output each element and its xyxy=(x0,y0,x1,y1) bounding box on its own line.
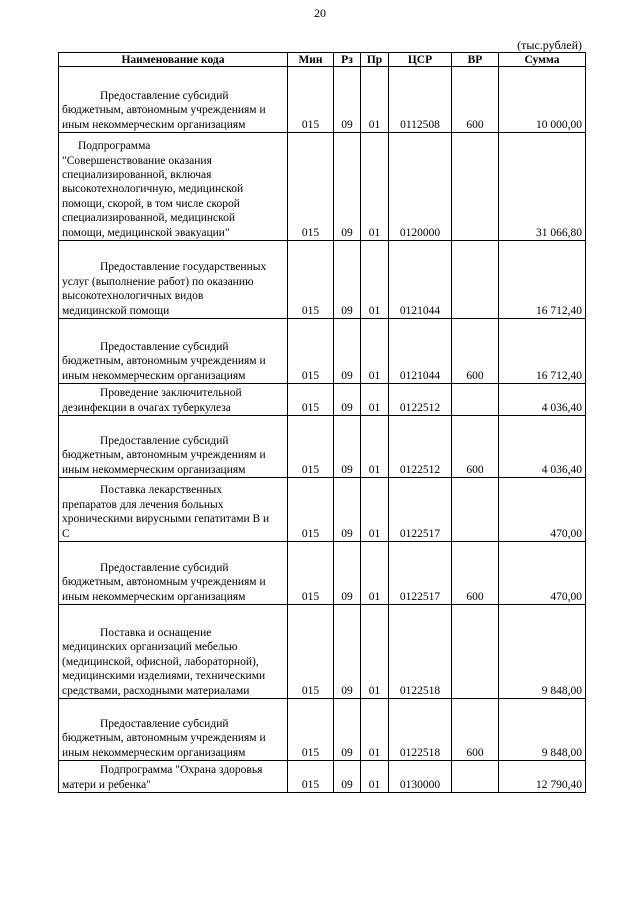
row-sum: 12 790,40 xyxy=(499,761,586,793)
row-rz: 09 xyxy=(334,761,361,793)
row-min: 015 xyxy=(288,319,334,384)
header-sum: Сумма xyxy=(499,53,586,67)
row-csr: 0122518 xyxy=(389,605,452,699)
row-vr: 600 xyxy=(452,699,499,761)
row-name: Предоставление субсидий бюджетным, автономным учреждениям и иным некоммерческим организациям xyxy=(59,542,288,605)
row-rz: 09 xyxy=(334,384,361,416)
row-sum: 470,00 xyxy=(499,478,586,542)
row-sum: 9 848,00 xyxy=(499,699,586,761)
table-row xyxy=(59,605,586,699)
row-name: Предоставление субсидий бюджетным, автономным учреждениям и иным некоммерческим организациям xyxy=(59,67,288,133)
row-min: 015 xyxy=(288,384,334,416)
table-row xyxy=(59,478,586,542)
budget-table xyxy=(58,52,586,793)
row-pr: 01 xyxy=(361,478,389,542)
row-vr xyxy=(452,605,499,699)
header-vr: ВР xyxy=(452,53,499,67)
table-row xyxy=(59,384,586,416)
row-pr: 01 xyxy=(361,605,389,699)
row-min: 015 xyxy=(288,761,334,793)
row-min: 015 xyxy=(288,416,334,478)
row-csr: 0130000 xyxy=(389,761,452,793)
row-rz: 09 xyxy=(334,67,361,133)
row-sum: 470,00 xyxy=(499,542,586,605)
row-name: Предоставление субсидий бюджетным, автономным учреждениям и иным некоммерческим организациям xyxy=(59,699,288,761)
row-sum: 4 036,40 xyxy=(499,416,586,478)
row-vr xyxy=(452,384,499,416)
row-name: Предоставление государственных услуг (выполнение работ) по оказанию высокотехнологичных видов медицинской помощи xyxy=(59,241,288,319)
row-min: 015 xyxy=(288,699,334,761)
row-rz: 09 xyxy=(334,416,361,478)
table-row xyxy=(59,416,586,478)
row-sum: 31 066,80 xyxy=(499,133,586,241)
row-csr: 0122517 xyxy=(389,542,452,605)
row-sum: 4 036,40 xyxy=(499,384,586,416)
table-row xyxy=(59,699,586,761)
row-name: Предоставление субсидий бюджетным, автономным учреждениям и иным некоммерческим организациям xyxy=(59,319,288,384)
row-csr: 0122512 xyxy=(389,416,452,478)
row-pr: 01 xyxy=(361,67,389,133)
header-csr: ЦСР xyxy=(389,53,452,67)
row-pr: 01 xyxy=(361,761,389,793)
row-rz: 09 xyxy=(334,241,361,319)
row-name: Проведение заключительной дезинфекции в очагах туберкулеза xyxy=(59,384,288,416)
row-pr: 01 xyxy=(361,319,389,384)
row-vr xyxy=(452,761,499,793)
row-vr: 600 xyxy=(452,319,499,384)
header-name: Наименование кода xyxy=(59,53,288,67)
header-min: Мин xyxy=(288,53,334,67)
row-name: Поставка лекарственных препаратов для лечения больных хроническими вирусными гепатитами В и С xyxy=(59,478,288,542)
row-min: 015 xyxy=(288,605,334,699)
row-pr: 01 xyxy=(361,241,389,319)
header-pr: Пр xyxy=(361,53,389,67)
table-row xyxy=(59,67,586,133)
row-pr: 01 xyxy=(361,133,389,241)
row-vr xyxy=(452,478,499,542)
header-rz: Рз xyxy=(334,53,361,67)
row-min: 015 xyxy=(288,542,334,605)
row-rz: 09 xyxy=(334,319,361,384)
row-rz: 09 xyxy=(334,699,361,761)
row-vr: 600 xyxy=(452,67,499,133)
row-csr: 0122517 xyxy=(389,478,452,542)
table-row xyxy=(59,319,586,384)
row-rz: 09 xyxy=(334,605,361,699)
row-min: 015 xyxy=(288,241,334,319)
row-vr xyxy=(452,133,499,241)
row-pr: 01 xyxy=(361,416,389,478)
table-row xyxy=(59,542,586,605)
row-csr: 0122518 xyxy=(389,699,452,761)
row-sum: 9 848,00 xyxy=(499,605,586,699)
row-min: 015 xyxy=(288,133,334,241)
row-sum: 10 000,00 xyxy=(499,67,586,133)
row-name: Предоставление субсидий бюджетным, автономным учреждениям и иным некоммерческим организациям xyxy=(59,416,288,478)
row-min: 015 xyxy=(288,67,334,133)
units-label: (тыс.рублей) xyxy=(517,38,582,52)
row-vr xyxy=(452,241,499,319)
row-csr: 0121044 xyxy=(389,319,452,384)
table-header-row xyxy=(59,53,586,67)
page-number: 20 xyxy=(314,6,326,20)
row-sum: 16 712,40 xyxy=(499,319,586,384)
row-rz: 09 xyxy=(334,542,361,605)
row-name: Поставка и оснащение медицинских организаций мебелью (медицинской, офисной, лабораторной), медицинскими изделиями, техническими средствами, расходными материалами xyxy=(59,605,288,699)
row-min: 015 xyxy=(288,478,334,542)
table-row xyxy=(59,761,586,793)
row-pr: 01 xyxy=(361,699,389,761)
row-name: Подпрограмма "Совершенствование оказания специализированной, включая высокотехнологичную, медицинской помощи, скорой, в том числе скорой специализированной, медицинской помощи, медицинской эвакуации" xyxy=(59,133,288,241)
row-pr: 01 xyxy=(361,542,389,605)
row-csr: 0121044 xyxy=(389,241,452,319)
row-csr: 0112508 xyxy=(389,67,452,133)
table-row xyxy=(59,241,586,319)
row-vr: 600 xyxy=(452,542,499,605)
row-csr: 0122512 xyxy=(389,384,452,416)
row-vr: 600 xyxy=(452,416,499,478)
row-csr: 0120000 xyxy=(389,133,452,241)
row-name: Подпрограмма "Охрана здоровья матери и ребенка" xyxy=(59,761,288,793)
row-rz: 09 xyxy=(334,478,361,542)
row-rz: 09 xyxy=(334,133,361,241)
row-pr: 01 xyxy=(361,384,389,416)
table-row xyxy=(59,133,586,241)
row-sum: 16 712,40 xyxy=(499,241,586,319)
